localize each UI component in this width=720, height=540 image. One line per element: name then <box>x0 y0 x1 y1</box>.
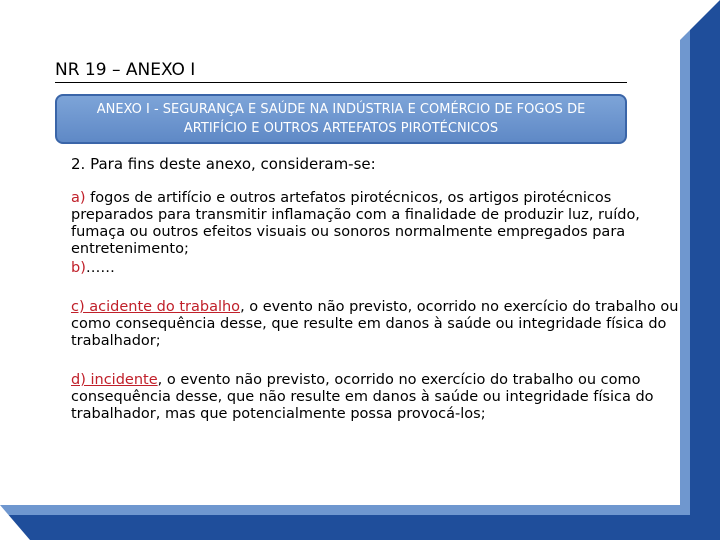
section-heading-line1: ANEXO I - SEGURANÇA E SAÚDE NA INDÚSTRIA E COMÉRCIO DE FOGOS DE <box>96 102 586 117</box>
item-d-label: d) incidente <box>71 372 158 388</box>
intro-text: . Para fins deste anexo, consideram-se: <box>80 155 376 173</box>
item-c <box>71 299 681 350</box>
item-b-text: …… <box>85 260 115 276</box>
spacer <box>71 350 681 372</box>
spacer <box>71 277 681 299</box>
item-c-label: c) acidente do trabalho <box>71 299 241 315</box>
intro-number: 2 <box>71 155 81 173</box>
frame-corner-cut <box>680 0 720 40</box>
frame-bottom-corner-cut <box>0 505 30 540</box>
item-a <box>71 190 681 258</box>
intro-paragraph <box>71 156 681 173</box>
item-a-label: a) <box>71 190 86 206</box>
item-a-text: fogos de artifício e outros artefatos pirotécnicos, os artigos pirotécnicos preparados para transmitir inflamação com a finalidade de produzir luz, ruído, fumaça ou outros efeitos visuais ou sonoros normalmente empregados para entretenimento; <box>71 190 640 257</box>
item-d-text: , o evento não previsto, ocorrido no exercício do trabalho ou como consequência desse, que não resulte em danos à saúde ou integridade física do trabalhador, mas que potencialmente possa provocá-los; <box>71 372 654 422</box>
document-body <box>71 156 681 423</box>
section-heading-line2: ARTIFÍCIO E OUTROS ARTEFATOS PIROTÉCNICOS <box>183 121 499 136</box>
frame-bottom-highlight <box>0 505 690 515</box>
page-title: NR 19 – ANEXO I <box>55 58 627 83</box>
item-b <box>71 260 681 277</box>
item-d <box>71 372 681 423</box>
item-c-text: , o evento não previsto, ocorrido no exercício do trabalho ou como consequência desse, que resulte em danos à saúde ou integridade física do trabalhador; <box>71 299 679 349</box>
section-heading-box <box>55 94 627 144</box>
frame-right-highlight <box>680 0 690 540</box>
item-b-label: b) <box>71 260 86 276</box>
